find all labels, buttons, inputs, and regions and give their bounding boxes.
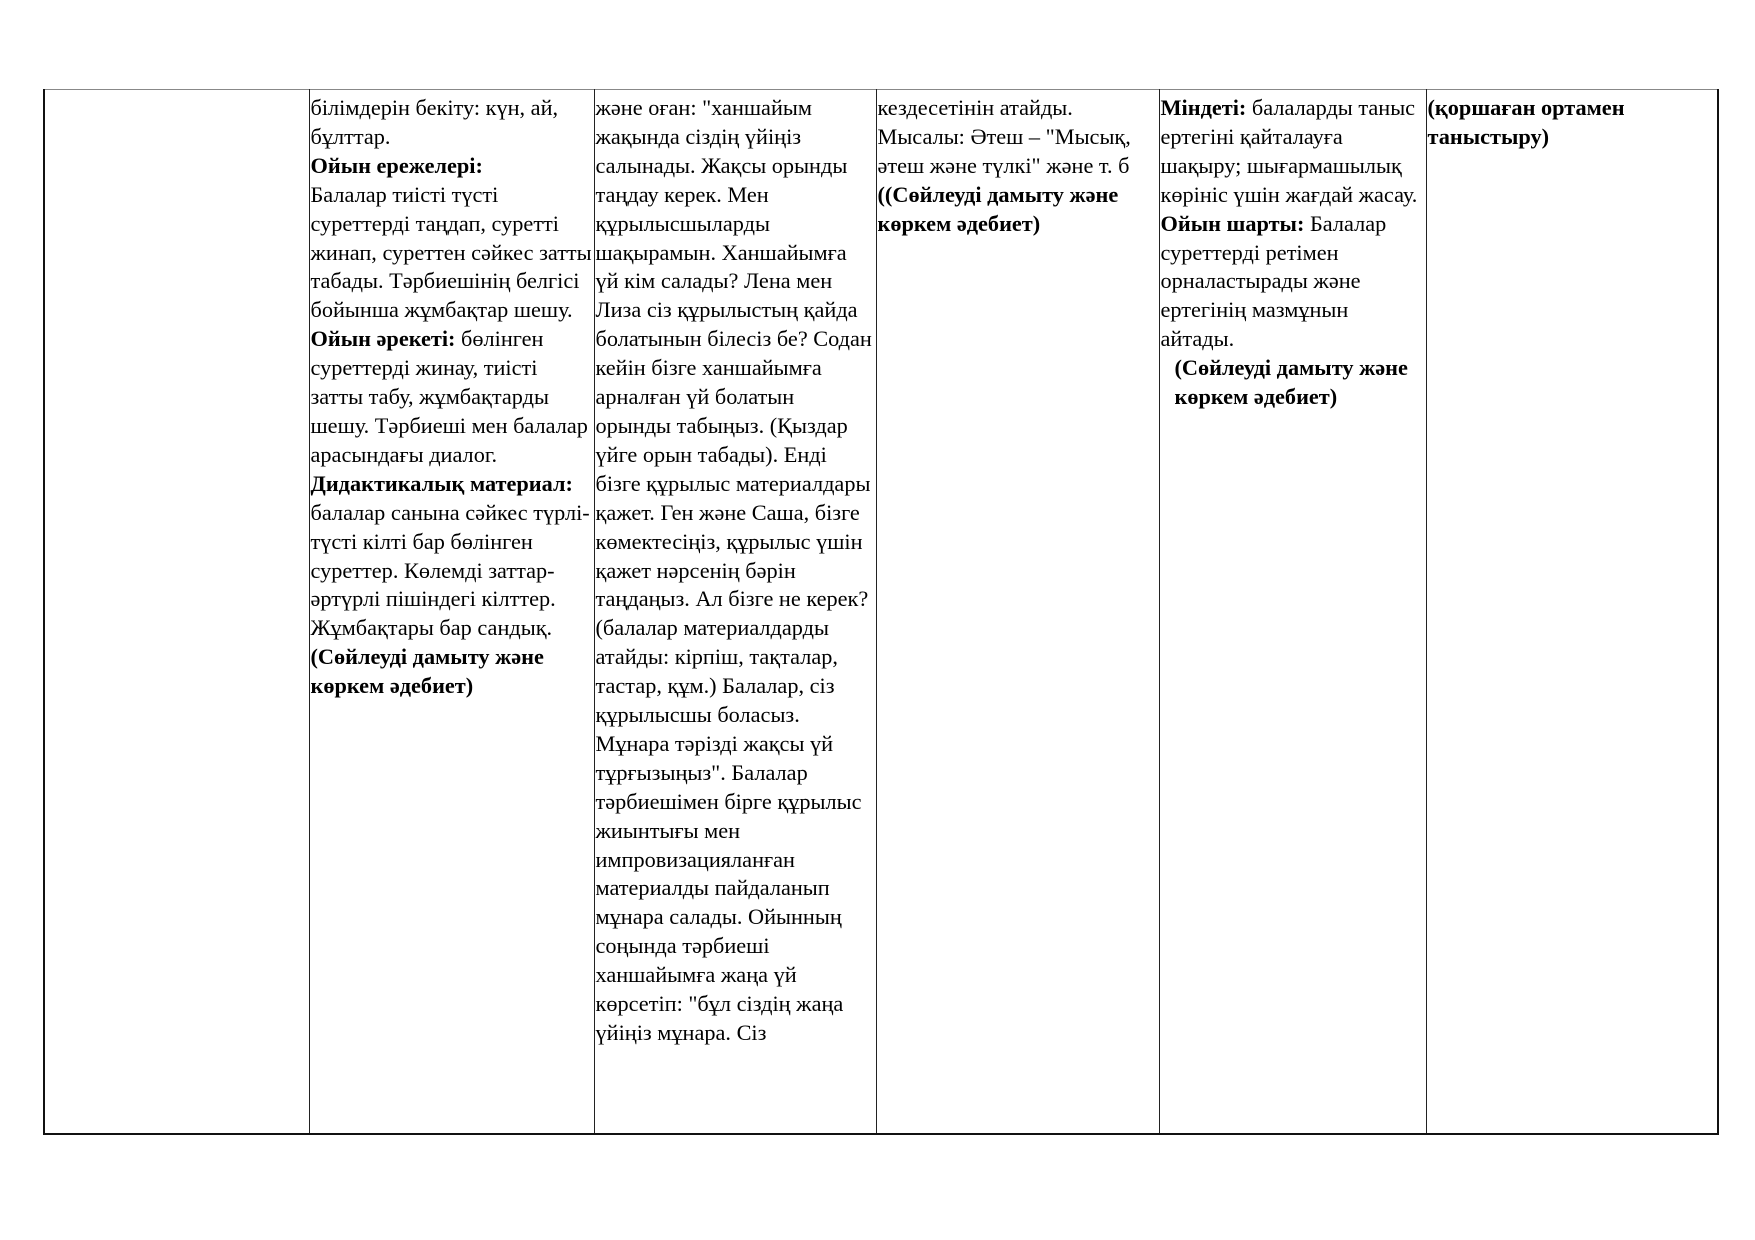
cell-col1 — [44, 90, 309, 1134]
col3-text: және оған: "ханшайым жақында сіздің үйіңіз салынады. Жақсы орынды таңдау керек. Мен құрылысшыларды шақырамын. Ханшайымға үй кім салады? Лена мен Лиза сіз құрылыстың қайда болатынын білесіз бе? Содан кейін бізге ханшайымға арналған үй болатын орынды табыңыз. (Қыздар үйге орын табады). Енді бізге құрылыс материалдары қажет. Ген және Саша, бізге көмектесіңіз, құрылыс үшін қажет нәрсенің бәрін таңдаңыз. Ал бізге не керек? (балалар материалдарды атайды: кірпіш, тақталар, тастар, құм.) Балалар, сіз құрылысшы боласыз. Мұнара тәрізді жақсы үй тұрғызыңыз". Балалар тәрбиешімен бірге құрылыс жиынтығы мен импровизацияланған материалды пайдаланып мұнара салады. Ойынның соңында тәрбиеші ханшайымға жаңа үй көрсетіп: "бұл сіздің жаңа үйіңіз мұнара. Сіз — [595, 95, 872, 1045]
col2-action-label: Ойын әрекеті: — [310, 326, 456, 352]
col5-cond-label: Ойын шарты: — [1160, 210, 1305, 236]
cell-col4 — [876, 90, 1159, 1134]
col2-material-text: балалар санына сәйкес түрлі-түсті кілті бар бөлінген суреттер. Көлемді заттар-әртүрлі пішіндегі кілттер. Жұмбақтары бар сандық. — [310, 499, 590, 641]
col4-text: кездесетінін атайды. Мысалы: Әтеш – "Мысық, әтеш және түлкі" және т. б — [877, 95, 1131, 178]
col2-rules-label: Ойын ережелері: — [310, 152, 483, 178]
col2-rules-text: Балалар тиісті түсті суреттерді таңдап, суретті жинап, суреттен сәйкес затты табады. Тәрбиешінің белгісі бойынша жұмбақтар шешу. — [310, 181, 592, 323]
col2-material — [311, 470, 593, 643]
col2-material-label: Дидактикалық материал: — [310, 470, 573, 496]
col5-task-label: Міндеті: — [1160, 95, 1247, 120]
col5-task — [1161, 94, 1425, 210]
col5-cond-text: Балалар суреттерді ретімен орналастырады және ертегінің мазмұнын айтады. — [1160, 210, 1387, 352]
col5-cond — [1161, 210, 1425, 355]
col5-area: (Сөйлеуді дамыту және көркем әдебиет) — [1174, 355, 1408, 410]
cell-col2 — [309, 90, 594, 1134]
cell-col6 — [1426, 90, 1718, 1134]
col5-task-text: балаларды таныс ертегіні қайталауға шақыру; шығармашылық көрініс үшін жағдай жасау. — [1160, 95, 1418, 207]
lesson-plan-table — [43, 89, 1719, 1135]
col2-area: (Сөйлеуді дамыту және көркем әдебиет) — [310, 644, 544, 699]
col2-intro: білімдерін бекіту: күн, ай, бұлттар. — [310, 95, 559, 149]
col6-area: (қоршаған ортамен таныстыру) — [1427, 95, 1625, 149]
col2-action — [311, 325, 593, 470]
col4-area: ((Сөйлеуді дамыту және көркем әдебиет) — [877, 181, 1119, 236]
table-row — [44, 90, 1718, 1134]
cell-col5 — [1159, 90, 1426, 1134]
col2-action-text: бөлінген суреттерді жинау, тиісті затты табу, жұмбақтарды шешу. Тәрбиеші мен балалар арасындағы диалог. — [310, 326, 588, 467]
cell-col3 — [594, 90, 876, 1134]
